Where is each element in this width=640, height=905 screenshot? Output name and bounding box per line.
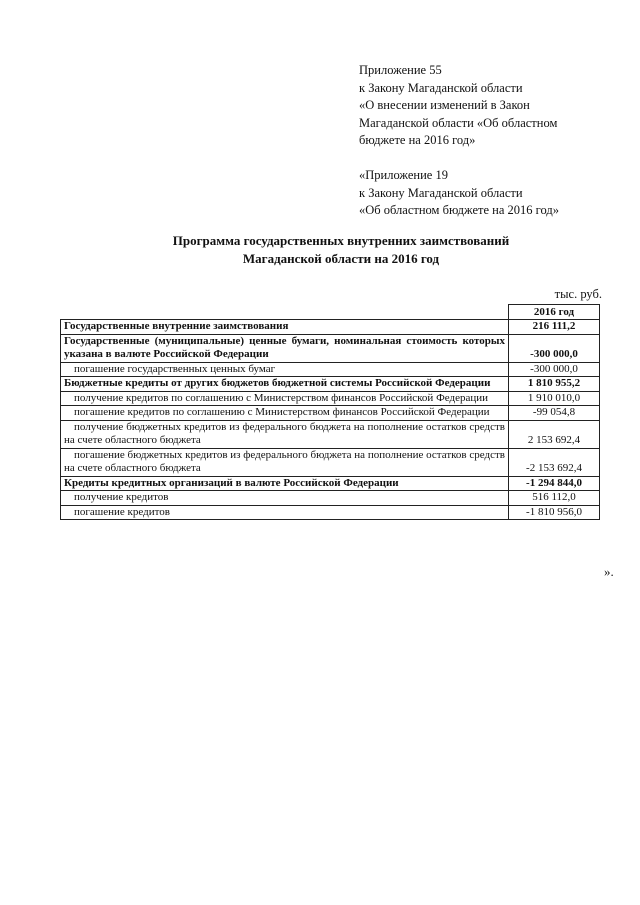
row-value: -1 810 956,0 — [509, 505, 600, 520]
row-name: погашение бюджетных кредитов из федерального бюджета на пополнение остатков средств на счете областного бюджета — [61, 448, 509, 476]
row-name: погашение кредитов — [61, 505, 509, 520]
row-value: 216 111,2 — [509, 320, 600, 335]
table-row — [61, 406, 600, 421]
table-header-row — [61, 305, 600, 320]
header-line: к Закону Магаданской области — [359, 80, 523, 95]
header-line: «Приложение 19 — [359, 168, 448, 182]
table-row — [61, 320, 600, 335]
appendix-header — [359, 62, 629, 220]
row-value: -99 054,8 — [509, 406, 600, 421]
header-line: к Закону Магаданской области — [359, 185, 523, 200]
row-value: -2 153 692,4 — [509, 448, 600, 476]
row-value: 2 153 692,4 — [509, 420, 600, 448]
row-name: погашение кредитов по соглашению с Министерством финансов Российской Федерации — [61, 406, 509, 421]
table-row — [61, 362, 600, 377]
borrowing-table — [60, 304, 600, 520]
row-value: 1 910 010,0 — [509, 391, 600, 406]
header-line: «О внесении изменений в Закон — [359, 98, 530, 112]
row-value: -1 294 844,0 — [509, 476, 600, 491]
header-gap — [359, 150, 629, 168]
closing-mark: ». — [604, 564, 614, 579]
table-row — [61, 448, 600, 476]
table-row — [61, 491, 600, 506]
document-title — [60, 232, 622, 268]
row-name: Бюджетные кредиты от других бюджетов бюджетной системы Российской Федерации — [61, 377, 509, 392]
header-line: «Об областном бюджете на 2016 год» — [359, 203, 559, 217]
header-line: Приложение 55 — [359, 63, 442, 77]
row-name: получение кредитов по соглашению с Министерством финансов Российской Федерации — [61, 391, 509, 406]
row-name: Кредиты кредитных организаций в валюте Российской Федерации — [61, 476, 509, 491]
title-line-1: Программа государственных внутренних заимствований — [172, 233, 510, 248]
table-row — [61, 377, 600, 392]
year-header-cell: 2016 год — [509, 305, 600, 320]
header-line: Магаданской области «Об областном — [359, 115, 558, 130]
row-value: 1 810 955,2 — [509, 377, 600, 392]
row-value: -300 000,0 — [509, 334, 600, 362]
title-line-2: Магаданской области на 2016 год — [242, 251, 440, 266]
row-value: 516 112,0 — [509, 491, 600, 506]
table-row — [61, 420, 600, 448]
row-value: -300 000,0 — [509, 362, 600, 377]
row-name: погашение государственных ценных бумаг — [61, 362, 509, 377]
name-header-cell — [61, 305, 509, 320]
row-name: получение кредитов — [61, 491, 509, 506]
row-name: Государственные (муниципальные) ценные бумаги, номинальная стоимость которых указана в валюте Российской Федерации — [61, 334, 509, 362]
table-row — [61, 391, 600, 406]
table-row — [61, 505, 600, 520]
row-name: Государственные внутренние заимствования — [61, 320, 509, 335]
table-row — [61, 334, 600, 362]
units-label: тыс. руб. — [554, 287, 602, 301]
table-row — [61, 476, 600, 491]
header-line: бюджете на 2016 год» — [359, 133, 476, 147]
row-name: получение бюджетных кредитов из федерального бюджета на пополнение остатков средств на счете областного бюджета — [61, 420, 509, 448]
